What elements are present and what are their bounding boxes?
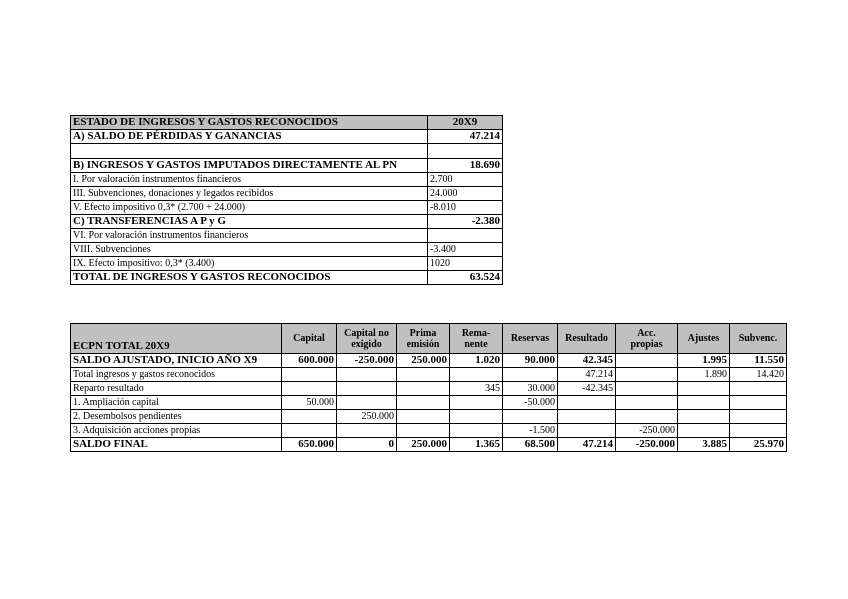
- cell-subvenc: [730, 424, 787, 438]
- row-value: 47.214: [428, 130, 503, 144]
- cell-no-exigido: [337, 368, 397, 382]
- header-line: Acc.: [637, 327, 656, 339]
- table-row: [71, 396, 787, 410]
- row-label: A) SALDO DE PÉRDIDAS Y GANANCIAS: [71, 130, 428, 144]
- cell-capital: [282, 368, 337, 382]
- cell-ajustes: [678, 424, 730, 438]
- cell-resultado: 47.214: [558, 438, 616, 452]
- cell-remanente: [450, 396, 503, 410]
- table-row: [71, 215, 503, 229]
- header-line: Prima: [409, 327, 437, 339]
- col-header-reservas: Reservas: [503, 324, 558, 354]
- cell-no-exigido: -250.000: [337, 354, 397, 368]
- row-label: VI. Por valoración instrumentos financieros: [71, 229, 428, 243]
- table-header-row: [71, 324, 787, 354]
- row-label: B) INGRESOS Y GASTOS IMPUTADOS DIRECTAMENTE AL PN: [71, 159, 428, 173]
- col-header-subvenc: Subvenc.: [730, 324, 787, 354]
- table-row: [71, 424, 787, 438]
- cell-subvenc: [730, 382, 787, 396]
- cell-reservas: [503, 368, 558, 382]
- row-value: -8.010: [428, 201, 503, 215]
- cell-subvenc: [730, 410, 787, 424]
- col-header-capital-no-exigido: [337, 324, 397, 354]
- row-label: 3. Adquisición acciones propias: [71, 424, 282, 438]
- cell-subvenc: [730, 396, 787, 410]
- table-row: [71, 144, 503, 159]
- cell-reservas: 90.000: [503, 354, 558, 368]
- cell-resultado: [558, 424, 616, 438]
- cell-prima: [397, 424, 450, 438]
- cell-ajustes: 1.890: [678, 368, 730, 382]
- cell-acc: [616, 410, 678, 424]
- table-row: [71, 382, 787, 396]
- cell-subvenc: 11.550: [730, 354, 787, 368]
- row-value: 24.000: [428, 187, 503, 201]
- table-row: [71, 243, 503, 257]
- cell-reservas: -1.500: [503, 424, 558, 438]
- cell-no-exigido: [337, 424, 397, 438]
- cell-prima: [397, 396, 450, 410]
- cell-resultado: 47.214: [558, 368, 616, 382]
- cell-ajustes: [678, 382, 730, 396]
- row-value: -3.400: [428, 243, 503, 257]
- row-label: SALDO AJUSTADO, INICIO AÑO X9: [71, 354, 282, 368]
- col-header-acc-propias: [616, 324, 678, 354]
- header-line: Rema-: [461, 327, 491, 339]
- row-value: 18.690: [428, 159, 503, 173]
- table-row: [71, 257, 503, 271]
- estado-ingresos-gastos-table: [70, 115, 503, 285]
- cell-prima: [397, 368, 450, 382]
- table-row: [71, 368, 787, 382]
- row-value: [428, 229, 503, 243]
- row-label: SALDO FINAL: [71, 438, 282, 452]
- cell-no-exigido: [337, 396, 397, 410]
- cell-remanente: [450, 410, 503, 424]
- row-label: 2. Desembolsos pendientes: [71, 410, 282, 424]
- cell-remanente: [450, 424, 503, 438]
- cell-reservas: -50.000: [503, 396, 558, 410]
- row-label: 1. Ampliación capital: [71, 396, 282, 410]
- cell-ajustes: 1.995: [678, 354, 730, 368]
- ecpn-title: ECPN TOTAL 20X9: [71, 324, 282, 354]
- cell-capital: 50.000: [282, 396, 337, 410]
- table-row: [71, 354, 787, 368]
- cell-prima: 250.000: [397, 354, 450, 368]
- cell-resultado: -42.345: [558, 382, 616, 396]
- cell-resultado: 42.345: [558, 354, 616, 368]
- cell-subvenc: 14.420: [730, 368, 787, 382]
- table-row: [71, 130, 503, 144]
- cell-remanente: [450, 368, 503, 382]
- row-label: VIII. Subvenciones: [71, 243, 428, 257]
- row-value: [428, 144, 503, 159]
- header-line: exigido: [351, 338, 382, 350]
- ecpn-table: [70, 323, 787, 452]
- cell-capital: [282, 382, 337, 396]
- row-value: -2.380: [428, 215, 503, 229]
- cell-remanente: 345: [450, 382, 503, 396]
- cell-prima: [397, 382, 450, 396]
- table-row: [71, 187, 503, 201]
- cell-resultado: [558, 410, 616, 424]
- col-header-ajustes: Ajustes: [678, 324, 730, 354]
- row-value: 2.700: [428, 173, 503, 187]
- cell-remanente: 1.365: [450, 438, 503, 452]
- table-row: [71, 173, 503, 187]
- cell-subvenc: 25.970: [730, 438, 787, 452]
- header-line: propias: [630, 338, 663, 350]
- table-row: [71, 229, 503, 243]
- col-header-remanente: [450, 324, 503, 354]
- row-label: III. Subvenciones, donaciones y legados recibidos: [71, 187, 428, 201]
- table-row: [71, 438, 787, 452]
- estado-title: ESTADO DE INGRESOS Y GASTOS RECONOCIDOS: [71, 116, 428, 130]
- col-header-prima-emision: [397, 324, 450, 354]
- cell-prima: 250.000: [397, 438, 450, 452]
- row-label: [71, 144, 428, 159]
- cell-no-exigido: [337, 382, 397, 396]
- row-label: V. Efecto impositivo 0,3* (2.700 + 24.000): [71, 201, 428, 215]
- header-line: nente: [464, 338, 488, 350]
- cell-capital: [282, 424, 337, 438]
- row-value: 1020: [428, 257, 503, 271]
- cell-acc: [616, 354, 678, 368]
- estado-year: 20X9: [428, 116, 503, 130]
- cell-acc: [616, 382, 678, 396]
- table-row: [71, 159, 503, 173]
- cell-remanente: 1.020: [450, 354, 503, 368]
- header-line: emisión: [406, 338, 440, 350]
- cell-capital: 600.000: [282, 354, 337, 368]
- table-row: [71, 201, 503, 215]
- table-row: [71, 410, 787, 424]
- cell-resultado: [558, 396, 616, 410]
- cell-acc: -250.000: [616, 438, 678, 452]
- row-label: I. Por valoración instrumentos financieros: [71, 173, 428, 187]
- cell-ajustes: 3.885: [678, 438, 730, 452]
- table-row: [71, 271, 503, 285]
- row-label: Total ingresos y gastos reconocidos: [71, 368, 282, 382]
- cell-reservas: 68.500: [503, 438, 558, 452]
- row-label: IX. Efecto impositivo: 0,3* (3.400): [71, 257, 428, 271]
- col-header-capital: Capital: [282, 324, 337, 354]
- cell-capital: [282, 410, 337, 424]
- row-label: C) TRANSFERENCIAS A P y G: [71, 215, 428, 229]
- row-label: Reparto resultado: [71, 382, 282, 396]
- cell-no-exigido: 0: [337, 438, 397, 452]
- row-value: 63.524: [428, 271, 503, 285]
- cell-ajustes: [678, 410, 730, 424]
- cell-prima: [397, 410, 450, 424]
- cell-reservas: 30.000: [503, 382, 558, 396]
- cell-capital: 650.000: [282, 438, 337, 452]
- cell-no-exigido: 250.000: [337, 410, 397, 424]
- cell-acc: [616, 396, 678, 410]
- cell-acc: [616, 368, 678, 382]
- cell-acc: -250.000: [616, 424, 678, 438]
- row-label: TOTAL DE INGRESOS Y GASTOS RECONOCIDOS: [71, 271, 428, 285]
- table-header-row: [71, 116, 503, 130]
- cell-ajustes: [678, 396, 730, 410]
- col-header-resultado: Resultado: [558, 324, 616, 354]
- header-line: Capital no: [344, 327, 389, 339]
- cell-reservas: [503, 410, 558, 424]
